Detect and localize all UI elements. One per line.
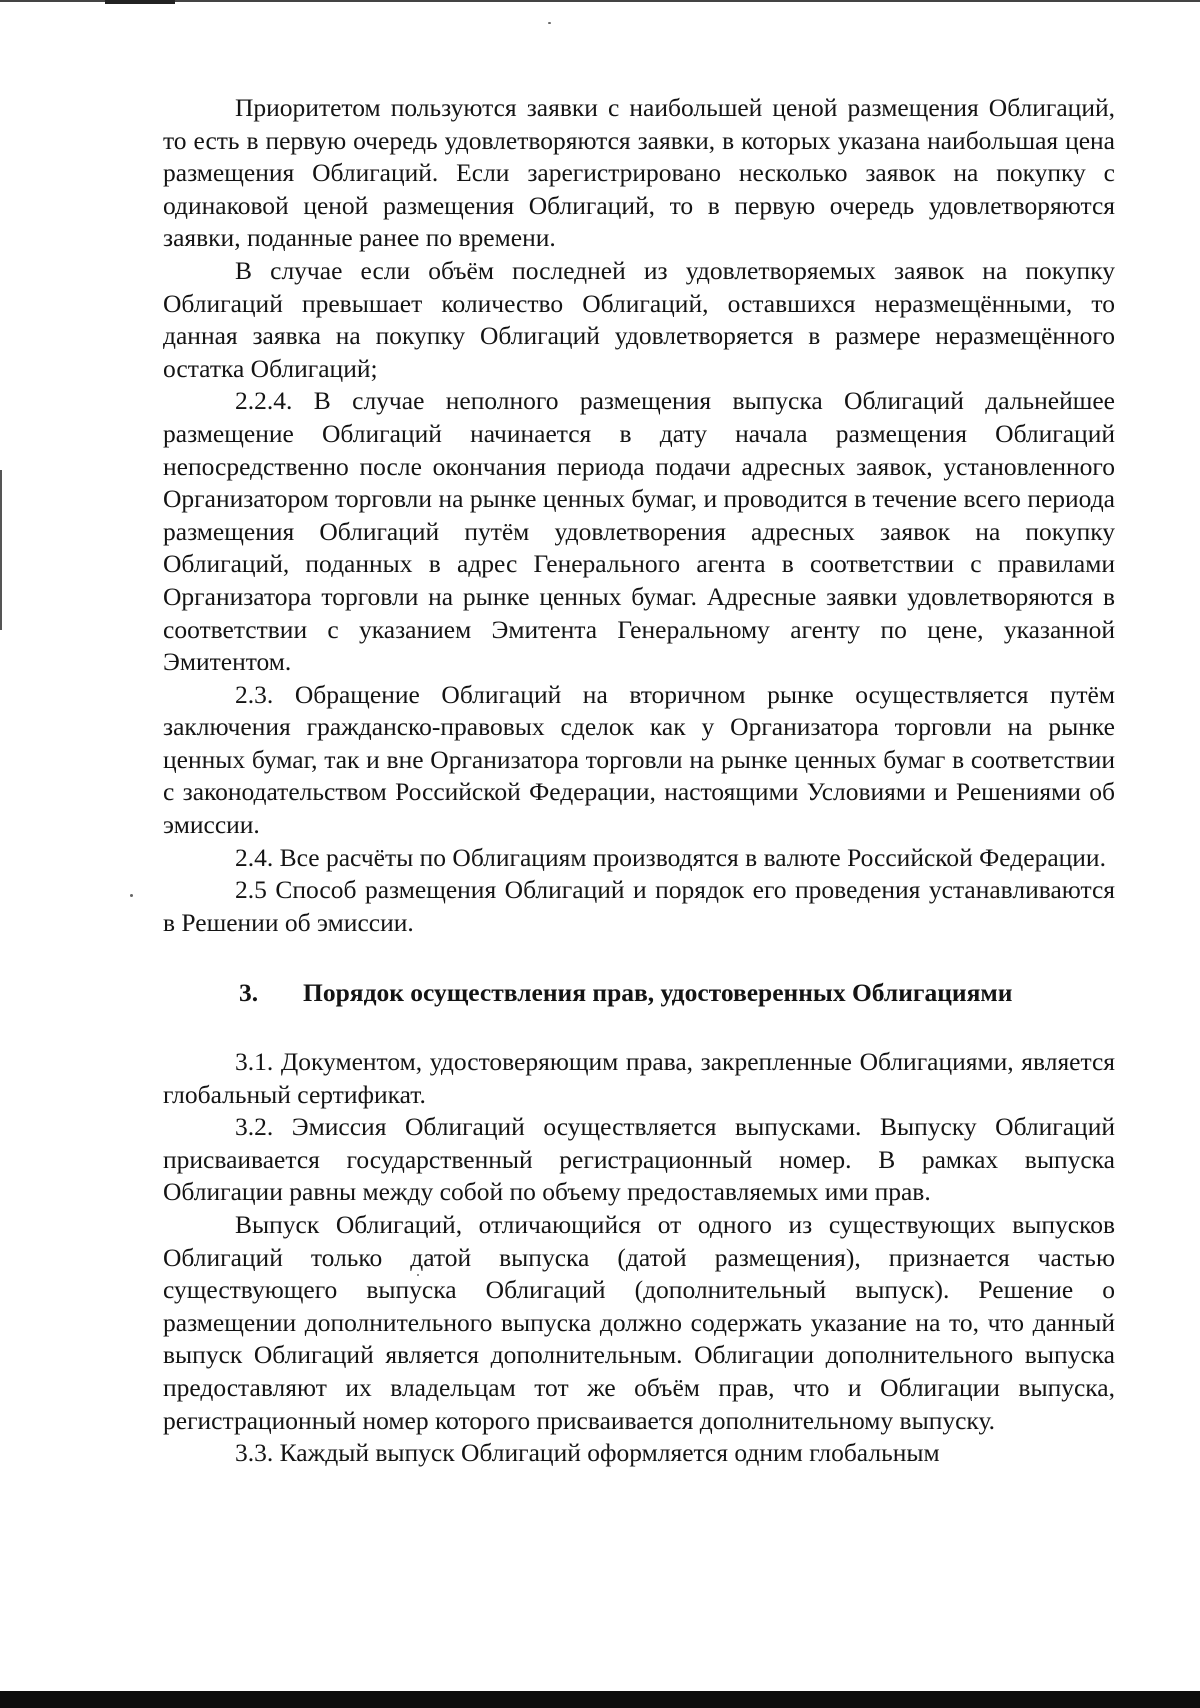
paragraph: 2.4. Все расчёты по Облигациям производятся в валюте Российской Федерации. (235, 842, 1106, 872)
paragraph: 3.1. Документом, удостоверяющим права, закрепленные Облигациями, является глобальный сертификат. (163, 1047, 1115, 1109)
paragraph: 2.5 Способ размещения Облигаций и порядок его проведения устанавливаются в Решении об эмиссии. (163, 875, 1115, 937)
paragraph: 3.2. Эмиссия Облигаций осуществляется выпусками. Выпуску Облигаций присваивается государственный регистрационный номер. В рамках выпуска Облигации равны между собой по объему предоставляемых ими прав. (163, 1112, 1115, 1207)
scan-left-edge (0, 470, 2, 630)
paragraph: В случае если объём последней из удовлетворяемых заявок на покупку Облигаций превышает количество Облигаций, оставшихся неразмещёнными, то данная заявка на покупку Облигаций удовлетворяется в размере неразмещённого остатка Облигаций; (163, 255, 1115, 383)
section-number: 3. (239, 978, 259, 1008)
scan-speck (130, 894, 133, 897)
scan-top-mark (105, 0, 175, 4)
scan-top-edge (0, 0, 1200, 2)
paragraph: Приоритетом пользуются заявки с наибольшей ценой размещения Облигаций, то есть в первую очередь удовлетворяются заявки, в которых указана наибольшая цена размещения Облигаций. Если зарегистрировано несколько заявок на покупку с одинаковой ценой размещения Облигаций, то в первую очередь удовлетворяются заявки, поданные ранее по времени. (163, 93, 1115, 253)
section-heading (163, 977, 1115, 1010)
section-title: Порядок осуществления прав, удостоверенных Облигациями (303, 978, 1013, 1008)
paragraph: 2.2.4. В случае неполного размещения выпуска Облигаций дальнейшее размещение Облигаций начинается в дату начала размещения Облигаций непосредственно после окончания периода подачи адресных заявок, установленного Организатором торговли на рынке ценных бумаг, и проводится в течение всего периода размещения Облигаций путём удовлетворения адресных заявок на покупку Облигаций, поданных в адрес Генерального агента в соответствии с правилами Организатора торговли на рынке ценных бумаг. Адресные заявки удовлетворяются в соответствии с указанием Эмитента Генеральному агенту по цене, указанной Эмитентом. (163, 386, 1115, 677)
scan-speck (548, 22, 551, 24)
paragraph: 2.3. Обращение Облигаций на вторичном рынке осуществляется путём заключения гражданско-правовых сделок как у Организатора торговли на рынке ценных бумаг, так и вне Организатора торговли на рынке ценных бумаг в соответствии с законодательством Российской Федерации, настоящими Условиями и Решениями об эмиссии. (163, 679, 1115, 840)
document-page (163, 92, 1115, 1470)
paragraph: Выпуск Облигаций, отличающийся от одного из существующих выпусков Облигаций только датой выпуска (датой размещения), признается частью существующего выпуска Облигаций (дополнительный выпуск). Решение о размещении дополнительного выпуска должно содержать указание на то, что данный выпуск Облигаций является дополнительным. Облигации дополнительного выпуска предоставляют их владельцам тот же объём прав, что и Облигации выпуска, регистрационный номер которого присваивается дополнительному выпуску. (163, 1210, 1115, 1435)
scan-bottom-edge (0, 1691, 1200, 1708)
paragraph: 3.3. Каждый выпуск Облигаций оформляется одним глобальным (235, 1438, 940, 1468)
